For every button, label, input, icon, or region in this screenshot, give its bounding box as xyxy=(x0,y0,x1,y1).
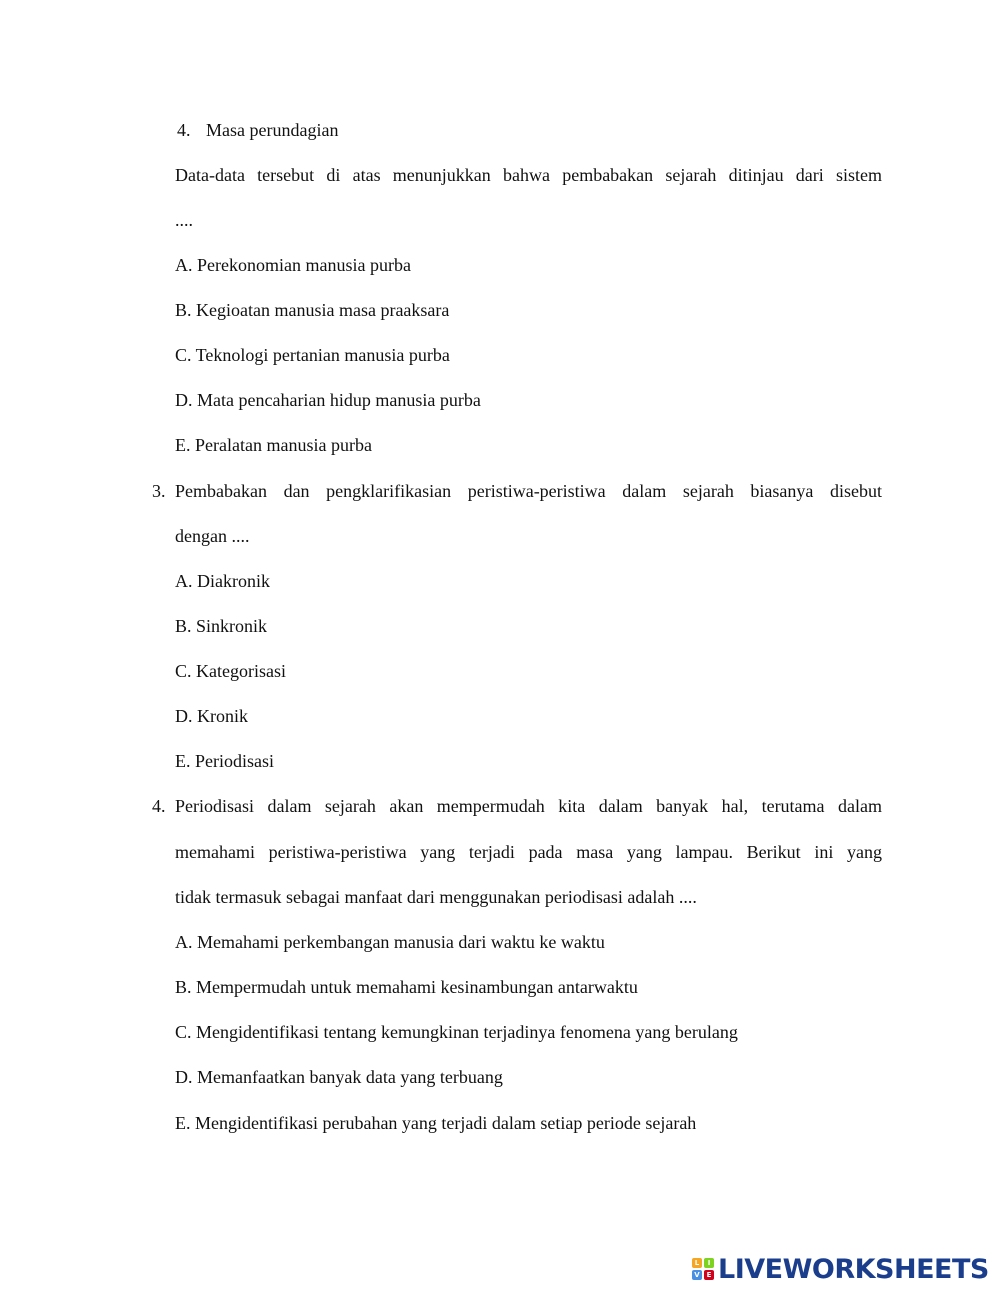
logo-letter: I xyxy=(704,1258,714,1268)
question-text: memahami peristiwa-peristiwa yang terjadi pada masa yang lampau. Berikut ini yang xyxy=(175,842,882,862)
logo-letter: E xyxy=(704,1270,714,1280)
list-item-number: 4. xyxy=(177,120,191,140)
answer-option[interactable]: B. Kegioatan manusia masa praaksara xyxy=(175,300,450,320)
answer-option[interactable]: B. Mempermudah untuk memahami kesinambungan antarwaktu xyxy=(175,977,638,997)
answer-option[interactable]: A. Memahami perkembangan manusia dari waktu ke waktu xyxy=(175,932,605,952)
question-text: Periodisasi dalam sejarah akan mempermudah kita dalam banyak hal, terutama dalam xyxy=(175,796,882,816)
answer-option[interactable]: E. Peralatan manusia purba xyxy=(175,435,372,455)
list-item-text: Masa perundagian xyxy=(206,120,339,140)
answer-option[interactable]: A. Diakronik xyxy=(175,571,270,591)
answer-option[interactable]: E. Periodisasi xyxy=(175,751,274,771)
answer-option[interactable]: E. Mengidentifikasi perubahan yang terjadi dalam setiap periode sejarah xyxy=(175,1113,697,1133)
answer-option[interactable]: D. Memanfaatkan banyak data yang terbuang xyxy=(175,1067,503,1087)
liveworksheets-logo xyxy=(692,1254,989,1284)
answer-option[interactable]: B. Sinkronik xyxy=(175,616,268,636)
question-text: .... xyxy=(175,210,193,230)
question-number: 4. xyxy=(152,796,166,816)
answer-option[interactable]: C. Kategorisasi xyxy=(175,661,286,681)
question-number: 3. xyxy=(152,481,166,501)
question-text: tidak termasuk sebagai manfaat dari menggunakan periodisasi adalah .... xyxy=(175,887,697,907)
answer-option[interactable]: C. Teknologi pertanian manusia purba xyxy=(175,345,450,365)
answer-option[interactable]: C. Mengidentifikasi tentang kemungkinan terjadinya fenomena yang berulang xyxy=(175,1022,738,1042)
answer-option[interactable]: D. Kronik xyxy=(175,706,248,726)
question-text: Pembabakan dan pengklarifikasian peristiwa-peristiwa dalam sejarah biasanya disebut xyxy=(175,481,882,501)
logo-icon xyxy=(692,1258,714,1280)
answer-option[interactable]: D. Mata pencaharian hidup manusia purba xyxy=(175,390,481,410)
logo-text: LIVEWORKSHEETS xyxy=(718,1253,989,1285)
question-text: Data-data tersebut di atas menunjukkan bahwa pembabakan sejarah ditinjau dari sistem xyxy=(175,165,882,185)
logo-letter: V xyxy=(692,1270,702,1280)
logo-letter: L xyxy=(692,1258,702,1268)
answer-option[interactable]: A. Perekonomian manusia purba xyxy=(175,255,411,275)
question-text: dengan .... xyxy=(175,526,250,546)
